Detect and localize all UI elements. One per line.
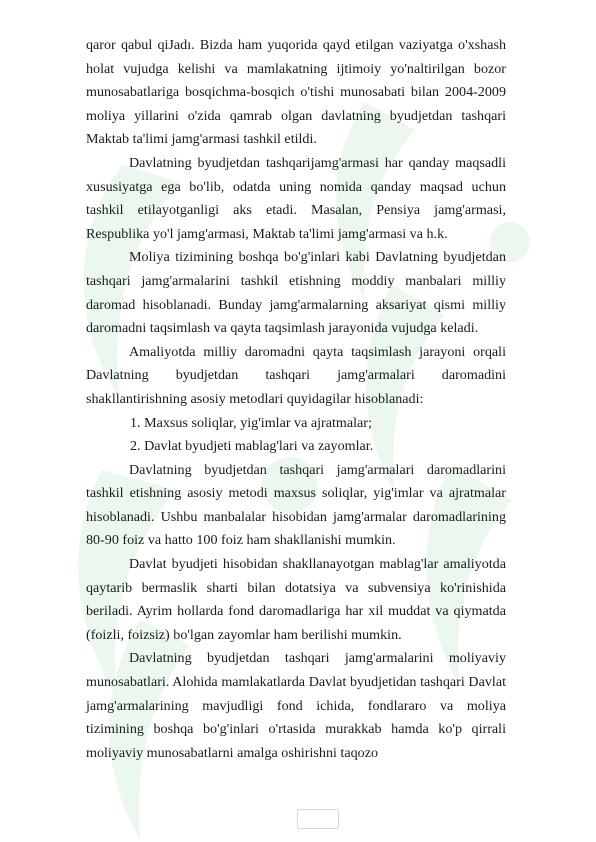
list-item-2: 2. Davlat byudjeti mablag'lari va zayomlar. xyxy=(130,438,374,455)
paragraph-3: Moliya tizimining boshqa bo'g'inlari kabi Davlatning byudjetdan tashqari jamg'armalarini tashkil etishning moddiy manbalari milliy daromad hisoblanadi. Bunday jamg'armalarning aksariyat qismi milliy daromadni taqsimlash va qayta taqsimlash jarayonida vujudga keladi. xyxy=(86,249,506,337)
paragraph-7: Davlatning byudjetdan tashqari jamg'armalarini moliyaviy munosabatlari. Alohida mamlakatlarda Davlat byudjetidan tashqari Davlat jamg'armalarining mavjudligi fond ichida, fondlararo va moliya tizimining boshqa bo'g'inlari o'rtasida murakkab hamda ko'p qirrali moliyaviy munosabatlarni amalga oshirishni taqozo xyxy=(86,650,506,761)
paragraph-6: Davlat byudjeti hisobidan shakllanayotgan mablag'lar amaliyotda qaytarib bermaslik sharti bilan dotatsiya va subvensiya ko'rinishida beriladi. Ayrim hollarda fond daromadlariga har xil muddat va qiymatda (foizli, foizsiz) bo'lgan zayomlar ham berilishi mumkin. xyxy=(86,556,506,643)
paragraph-5: Davlatning byudjetdan tashqari jamg'armalari daromadlarini tashkil etishning asosiy metodi maxsus soliqlar, yig'imlar va ajratmalar hisoblanadi. Ushbu manbalalar hisobidan jamg'armalar daromadlarining 80-90 foiz va hatto 100 foiz ham shakllanishi mumkin. xyxy=(86,461,506,549)
paragraph-2: Davlatning byudjetdan tashqarijamg'armasi har qanday maqsadli xususiyatga ega bo'lib, odatda uning nomida qanday maqsad uchun tashkil etilayotganligi aks etadi. Masalan, Pensiya jamg'armasi, Respublika yo'l jamg'armasi, Maktab ta'limi jamg'armasi va h.k. xyxy=(86,154,506,242)
document-text xyxy=(86,34,506,765)
page-number-box xyxy=(297,809,339,829)
paragraph-1: qaror qabul qiJadı. Bizda ham yuqorida qayd etilgan vaziyatga o'xshash holat vujudga kelishi va mamlakatning ijtimoiy yo'naltirilgan bozor munosabatlariga bosqichma-bosqich o'tishi munosabati bilan 2004-2009 moliya yillarini o'zida qamrab olgan davlatning byudjetdan tashqari Maktab ta'limi jamg'armasi tashkil etildi. xyxy=(86,37,506,148)
list-item-1: 1. Maxsus soliqlar, yig'imlar va ajratmalar; xyxy=(130,414,372,431)
paragraph-4: Amaliyotda milliy daromadni qayta taqsimlash jarayoni orqali Davlatning byudjetdan tashqari jamg'armalari daromadini shakllantirishning asosiy metodlari quyidagilar hisoblanadi: xyxy=(86,343,506,407)
